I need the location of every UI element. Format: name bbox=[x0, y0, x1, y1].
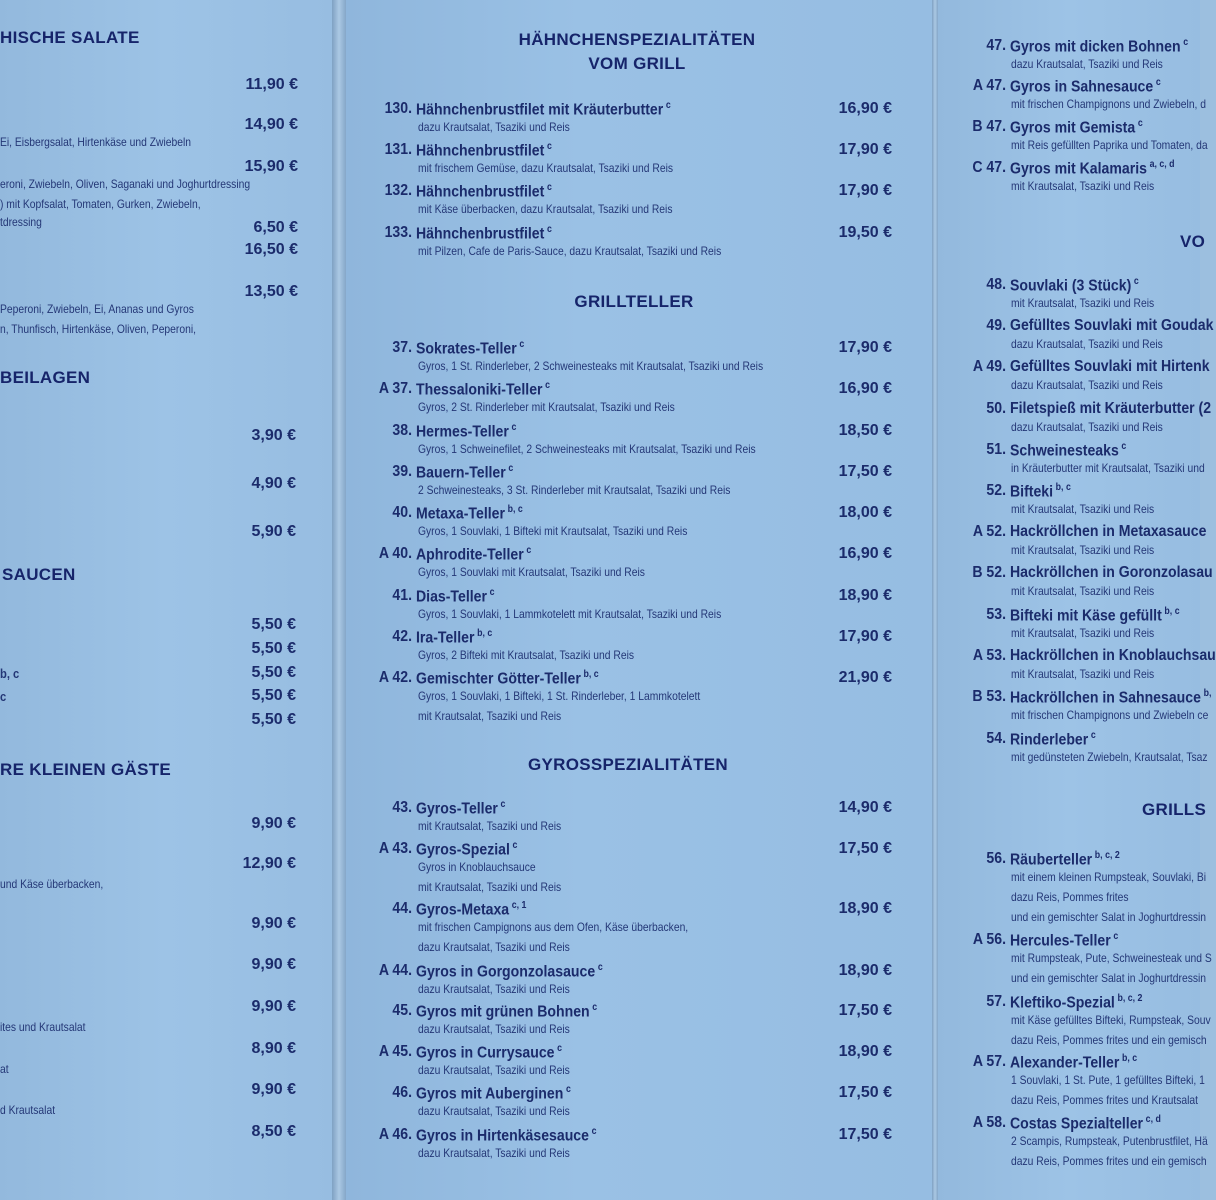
item-price: 13,50 € bbox=[244, 283, 298, 300]
item-price: 14,90 € bbox=[838, 799, 892, 816]
item-description: mit Krautsalat, Tsaziki und Reis bbox=[1011, 667, 1155, 681]
item-price: 3,90 € bbox=[251, 427, 296, 444]
item-description: mit Krautsalat, Tsaziki und Reis bbox=[1011, 584, 1155, 598]
item-name bbox=[1010, 688, 1211, 707]
item-description: Gyros, 1 Schweinefilet, 2 Schweinesteaks mit Krautsalat, Tsaziki und Reis bbox=[418, 442, 756, 456]
item-price: 17,90 € bbox=[838, 141, 892, 158]
allergen-codes: b, c bbox=[477, 628, 493, 639]
allergen-codes: c bbox=[1113, 931, 1119, 942]
item-name bbox=[416, 182, 552, 201]
item-description: dazu Krautsalat, Tsaziki und Reis bbox=[1011, 420, 1163, 434]
item-description: mit Krautsalat, Tsaziki und Reis bbox=[1011, 502, 1155, 516]
item-price: 18,50 € bbox=[838, 422, 892, 439]
allergen-codes: c bbox=[511, 422, 517, 433]
section-heading: RE KLEINEN GÄSTE bbox=[0, 760, 172, 779]
item-title: Costas Spezialteller bbox=[1010, 1115, 1144, 1133]
item-number: 39. bbox=[392, 463, 412, 480]
item-name bbox=[1010, 1053, 1137, 1072]
item-description: n, Thunfisch, Hirtenkäse, Oliven, Peperoni, bbox=[0, 322, 196, 336]
item-name bbox=[416, 1084, 571, 1103]
item-number: A 57. bbox=[972, 1053, 1006, 1070]
item-description: und ein gemischter Salat in Joghurtdressin bbox=[1011, 971, 1207, 985]
item-description: tdressing bbox=[0, 215, 42, 229]
item-title: Hackröllchen in Metaxasauce bbox=[1010, 523, 1207, 540]
allergen-codes: c bbox=[508, 463, 514, 474]
item-name bbox=[416, 380, 550, 399]
item-description: mit Krautsalat, Tsaziki und Reis bbox=[1011, 626, 1155, 640]
item-title: Räuberteller bbox=[1010, 851, 1093, 869]
item-description: Gyros, 1 St. Rinderleber, 2 Schweinesteaks mit Krautsalat, Tsaziki und Reis bbox=[418, 359, 764, 373]
item-number: 131. bbox=[384, 141, 412, 158]
item-title: Schweinesteaks bbox=[1010, 442, 1119, 460]
menu-panel-left bbox=[0, 0, 332, 1200]
item-description: at bbox=[0, 1062, 9, 1076]
item-title: Souvlaki (3 Stück) bbox=[1010, 277, 1132, 295]
item-title: Aphrodite-Teller bbox=[416, 546, 524, 564]
item-number: 42. bbox=[392, 628, 412, 645]
item-description: Gyros, 2 St. Rinderleber mit Krautsalat, Tsaziki und Reis bbox=[418, 400, 675, 414]
item-description: Peperoni, Zwiebeln, Ei, Ananas und Gyros bbox=[0, 302, 194, 316]
item-description: mit frischen Champignons und Zwiebeln, d bbox=[1011, 97, 1207, 111]
item-description: 2 Scampis, Rumpsteak, Putenbrustfilet, Hä bbox=[1011, 1134, 1208, 1148]
item-description: mit Käse gefülltes Bifteki, Rumpsteak, Souv bbox=[1011, 1013, 1211, 1027]
item-name bbox=[416, 1002, 597, 1021]
item-title: Hähnchenbrustfilet bbox=[416, 225, 545, 243]
item-price: 9,90 € bbox=[251, 956, 296, 973]
item-number: 47. bbox=[986, 37, 1006, 54]
item-price: 17,50 € bbox=[838, 1084, 892, 1101]
item-description: mit Krautsalat, Tsaziki und Reis bbox=[418, 880, 562, 894]
allergen-codes: c bbox=[489, 587, 495, 598]
item-number: 52. bbox=[986, 482, 1006, 499]
item-name bbox=[416, 900, 526, 919]
allergen-codes: c bbox=[1183, 37, 1189, 48]
item-title: Bauern-Teller bbox=[416, 464, 506, 482]
item-price: 5,50 € bbox=[251, 616, 296, 633]
item-title: Hackröllchen in Sahnesauce bbox=[1010, 689, 1201, 707]
item-description: dazu Krautsalat, Tsaziki und Reis bbox=[1011, 378, 1163, 392]
item-number: 49. bbox=[986, 317, 1006, 334]
item-number: 43. bbox=[392, 799, 412, 816]
item-description: dazu Reis, Pommes frites und ein gemisch bbox=[1011, 1033, 1207, 1047]
heading-line: HÄHNCHENSPEZIALITÄTEN bbox=[518, 30, 756, 49]
item-description: dazu Krautsalat, Tsaziki und Reis bbox=[1011, 57, 1163, 71]
item-number: 54. bbox=[986, 730, 1006, 747]
item-number: 38. bbox=[392, 422, 412, 439]
item-description: 2 Schweinesteaks, 3 St. Rinderleber mit Krautsalat, Tsaziki und Reis bbox=[418, 483, 731, 497]
allergen-codes: c bbox=[1137, 118, 1143, 129]
allergen-codes: b, c bbox=[583, 669, 599, 680]
item-title: Gyros in Sahnesauce bbox=[1010, 78, 1154, 96]
item-description: dazu Krautsalat, Tsaziki und Reis bbox=[418, 1146, 570, 1160]
item-description: Gyros, 1 Souvlaki, 1 Bifteki, 1 St. Rinderleber, 1 Lammkotelett bbox=[418, 689, 701, 703]
item-description: dazu Krautsalat, Tsaziki und Reis bbox=[418, 120, 570, 134]
item-name bbox=[416, 141, 552, 160]
item-description: 1 Souvlaki, 1 St. Pute, 1 gefülltes Bifteki, 1 bbox=[1011, 1073, 1205, 1087]
item-description: dazu Krautsalat, Tsaziki und Reis bbox=[418, 940, 570, 954]
item-name bbox=[1010, 400, 1211, 418]
item-name bbox=[1010, 647, 1216, 665]
item-name bbox=[416, 339, 524, 358]
item-description: Ei, Eisbergsalat, Hirtenkäse und Zwiebeln bbox=[0, 135, 192, 149]
item-price: 18,90 € bbox=[838, 587, 892, 604]
item-number: 133. bbox=[384, 224, 412, 241]
item-number: 37. bbox=[392, 339, 412, 356]
item-price: 9,90 € bbox=[251, 915, 296, 932]
item-title: Bifteki mit Käse gefüllt bbox=[1010, 607, 1162, 625]
item-number: A 58. bbox=[972, 1114, 1006, 1131]
item-name bbox=[416, 545, 531, 564]
item-name bbox=[1010, 358, 1210, 376]
item-price: 17,90 € bbox=[838, 628, 892, 645]
item-title: Gyros-Teller bbox=[416, 800, 498, 818]
allergen-codes: c bbox=[545, 380, 551, 391]
allergen-codes: c bbox=[500, 799, 506, 810]
section-heading: BEILAGEN bbox=[0, 368, 91, 387]
item-title: Metaxa-Teller bbox=[416, 505, 505, 523]
item-number: A 47. bbox=[972, 77, 1006, 94]
item-number: A 46. bbox=[378, 1126, 412, 1143]
item-price: 8,50 € bbox=[251, 1123, 296, 1140]
item-title: Sokrates-Teller bbox=[416, 340, 517, 358]
item-price: 16,50 € bbox=[244, 241, 298, 258]
item-title: Alexander-Teller bbox=[1010, 1054, 1120, 1072]
item-price: 5,50 € bbox=[251, 664, 296, 681]
allergen-codes: c bbox=[557, 1043, 563, 1054]
item-title: Kleftiko-Spezial bbox=[1010, 994, 1115, 1012]
item-number: B 47. bbox=[972, 118, 1006, 135]
item-name bbox=[416, 840, 517, 859]
item-name bbox=[416, 669, 599, 688]
allergen-codes: c bbox=[0, 689, 7, 704]
item-name bbox=[1010, 482, 1071, 501]
item-number: B 53. bbox=[972, 688, 1006, 705]
item-description: eroni, Zwiebeln, Oliven, Saganaki und Joghurtdressing bbox=[0, 177, 251, 191]
item-title: Hermes-Teller bbox=[416, 423, 509, 441]
section-heading: GYROSSPEZIALITÄTEN bbox=[528, 755, 728, 774]
item-price: 12,90 € bbox=[242, 855, 296, 872]
allergen-codes: c, d bbox=[1145, 1114, 1161, 1125]
allergen-codes: b, c, 2 bbox=[1117, 993, 1143, 1004]
item-title: Gyros mit grünen Bohnen bbox=[416, 1003, 590, 1021]
item-price: 15,90 € bbox=[244, 158, 298, 175]
allergen-codes: b, c bbox=[1121, 1053, 1138, 1064]
item-description: dazu Reis, Pommes frites bbox=[1011, 890, 1129, 904]
item-title: Hähnchenbrustfilet bbox=[416, 142, 545, 160]
allergen-codes: c bbox=[546, 224, 552, 235]
allergen-codes: c bbox=[1155, 77, 1161, 88]
item-number: 46. bbox=[392, 1084, 412, 1101]
allergen-codes: b, c bbox=[0, 666, 20, 681]
item-name bbox=[416, 422, 516, 441]
item-price: 17,50 € bbox=[838, 1002, 892, 1019]
item-price: 19,50 € bbox=[838, 224, 892, 241]
item-price: 17,90 € bbox=[838, 182, 892, 199]
item-description: mit Krautsalat, Tsaziki und Reis bbox=[1011, 179, 1155, 193]
item-name bbox=[416, 1126, 596, 1145]
item-title: Gyros-Metaxa bbox=[416, 901, 510, 919]
item-number: A 44. bbox=[378, 962, 412, 979]
item-description: mit frischem Gemüse, dazu Krautsalat, Tsaziki und Reis bbox=[418, 161, 674, 175]
item-title: Gyros mit Gemista bbox=[1010, 119, 1136, 137]
item-description: d Krautsalat bbox=[0, 1103, 56, 1117]
allergen-codes: c bbox=[592, 1002, 598, 1013]
item-name bbox=[1010, 850, 1120, 869]
item-title: Gemischter Götter-Teller bbox=[416, 670, 581, 688]
item-number: A 40. bbox=[378, 545, 412, 562]
item-title: Hähnchenbrustfilet mit Kräuterbutter bbox=[416, 101, 664, 119]
item-description: Gyros, 1 Souvlaki, 1 Bifteki mit Krautsalat, Tsaziki und Reis bbox=[418, 524, 688, 538]
allergen-codes: c bbox=[546, 182, 552, 193]
item-name bbox=[416, 504, 523, 523]
item-price: 5,90 € bbox=[251, 523, 296, 540]
item-number: 57. bbox=[986, 993, 1006, 1010]
item-price: 18,00 € bbox=[838, 504, 892, 521]
item-description: dazu Krautsalat, Tsaziki und Reis bbox=[418, 982, 570, 996]
item-price: 21,90 € bbox=[838, 669, 892, 686]
item-description: dazu Krautsalat, Tsaziki und Reis bbox=[418, 1104, 570, 1118]
item-price: 5,50 € bbox=[251, 640, 296, 657]
allergen-codes: c bbox=[597, 962, 603, 973]
item-number: 44. bbox=[392, 900, 412, 917]
item-description: mit frischen Campignons aus dem Ofen, Käse überbacken, bbox=[418, 920, 689, 934]
item-name bbox=[1010, 931, 1118, 950]
item-price: 9,90 € bbox=[251, 1081, 296, 1098]
item-description: ) mit Kopfsalat, Tomaten, Gurken, Zwiebeln, bbox=[0, 197, 201, 211]
item-price: 5,50 € bbox=[251, 711, 296, 728]
item-title: Gyros mit Auberginen bbox=[416, 1085, 564, 1103]
item-description: Gyros, 2 Bifteki mit Krautsalat, Tsaziki und Reis bbox=[418, 648, 635, 662]
item-number: A 49. bbox=[972, 358, 1006, 375]
section-heading: GRILLS bbox=[1142, 800, 1207, 819]
item-price: 18,90 € bbox=[838, 900, 892, 917]
allergen-codes: c bbox=[512, 840, 518, 851]
item-name bbox=[416, 962, 603, 981]
item-price: 17,50 € bbox=[838, 1126, 892, 1143]
item-price: 16,90 € bbox=[838, 380, 892, 397]
item-title: Rinderleber bbox=[1010, 731, 1089, 749]
item-name bbox=[416, 224, 552, 243]
item-description: mit Pilzen, Cafe de Paris-Sauce, dazu Krautsalat, Tsaziki und Reis bbox=[418, 244, 722, 258]
item-name bbox=[416, 587, 494, 606]
item-number: 51. bbox=[986, 441, 1006, 458]
item-name bbox=[1010, 564, 1213, 582]
item-number: A 56. bbox=[972, 931, 1006, 948]
item-name bbox=[1010, 276, 1139, 295]
item-description: und Käse überbacken, bbox=[0, 877, 104, 891]
item-number: 130. bbox=[384, 100, 412, 117]
allergen-codes: c, 1 bbox=[511, 900, 527, 911]
section-heading bbox=[519, 28, 756, 76]
item-price: 9,90 € bbox=[251, 998, 296, 1015]
item-number: A 42. bbox=[378, 669, 412, 686]
item-title: Dias-Teller bbox=[416, 588, 487, 606]
item-price: 8,90 € bbox=[251, 1040, 296, 1057]
item-name bbox=[1010, 606, 1180, 625]
item-price: 18,90 € bbox=[838, 962, 892, 979]
item-description: Gyros, 1 Souvlaki, 1 Lammkotelett mit Krautsalat, Tsaziki und Reis bbox=[418, 607, 722, 621]
item-name bbox=[1010, 523, 1206, 541]
item-number: 40. bbox=[392, 504, 412, 521]
item-name bbox=[416, 799, 505, 818]
item-description: ites und Krautsalat bbox=[0, 1020, 86, 1034]
allergen-codes: a, c, d bbox=[1149, 159, 1175, 170]
item-price: 16,90 € bbox=[838, 545, 892, 562]
item-description: mit gedünsteten Zwiebeln, Krautsalat, Tsaz bbox=[1011, 750, 1208, 764]
item-price: 16,90 € bbox=[838, 100, 892, 117]
allergen-codes: c bbox=[565, 1084, 571, 1095]
allergen-codes: c bbox=[1090, 730, 1096, 741]
allergen-codes: c bbox=[591, 1126, 597, 1137]
allergen-codes: b, c bbox=[1164, 606, 1180, 617]
item-description: mit frischen Champignons und Zwiebeln ce bbox=[1011, 708, 1209, 722]
item-name bbox=[1010, 77, 1161, 96]
item-price: 4,90 € bbox=[251, 475, 296, 492]
item-description: dazu Krautsalat, Tsaziki und Reis bbox=[1011, 337, 1163, 351]
item-description: mit Krautsalat, Tsaziki und Reis bbox=[1011, 543, 1155, 557]
item-description: mit einem kleinen Rumpsteak, Souvlaki, Bi bbox=[1011, 870, 1207, 884]
section-heading: GRILLTELLER bbox=[574, 292, 694, 311]
item-number: 41. bbox=[392, 587, 412, 604]
item-title: Hähnchenbrustfilet bbox=[416, 183, 545, 201]
item-title: Gefülltes Souvlaki mit Hirtenk bbox=[1010, 358, 1210, 375]
item-title: Gyros in Currysauce bbox=[416, 1044, 555, 1062]
item-title: Ira-Teller bbox=[416, 629, 475, 647]
item-name bbox=[416, 1043, 562, 1062]
allergen-codes: b, c bbox=[507, 504, 523, 515]
section-heading: SAUCEN bbox=[2, 565, 76, 584]
section-heading: VO bbox=[1180, 232, 1206, 251]
item-description: dazu Reis, Pommes frites und ein gemisch bbox=[1011, 1154, 1207, 1168]
item-name bbox=[1010, 37, 1188, 56]
item-description: dazu Krautsalat, Tsaziki und Reis bbox=[418, 1063, 570, 1077]
item-name bbox=[1010, 993, 1142, 1012]
item-description: mit Rumpsteak, Pute, Schweinesteak und S bbox=[1011, 951, 1212, 965]
item-name bbox=[416, 100, 671, 119]
allergen-codes: c bbox=[1133, 276, 1139, 287]
item-title: Gefülltes Souvlaki mit Goudak bbox=[1010, 317, 1214, 334]
item-title: Gyros mit Kalamaris bbox=[1010, 160, 1147, 178]
item-description: in Kräuterbutter mit Krautsalat, Tsaziki und bbox=[1011, 461, 1205, 475]
item-description: mit Krautsalat, Tsaziki und Reis bbox=[418, 709, 562, 723]
item-price: 14,90 € bbox=[244, 116, 298, 133]
allergen-codes: c bbox=[665, 100, 671, 111]
item-number: 45. bbox=[392, 1002, 412, 1019]
item-number: A 45. bbox=[378, 1043, 412, 1060]
item-title: Gyros-Spezial bbox=[416, 841, 510, 859]
item-number: 56. bbox=[986, 850, 1006, 867]
item-description: mit Krautsalat, Tsaziki und Reis bbox=[418, 819, 562, 833]
allergen-codes: b, c bbox=[1055, 482, 1071, 493]
item-number: C 47. bbox=[972, 159, 1006, 176]
item-title: Thessaloniki-Teller bbox=[416, 381, 543, 399]
item-description: mit Reis gefüllten Paprika und Tomaten, da bbox=[1011, 138, 1208, 152]
allergen-codes: c bbox=[526, 545, 532, 556]
item-description: und ein gemischter Salat in Joghurtdressin bbox=[1011, 910, 1207, 924]
item-title: Hercules-Teller bbox=[1010, 932, 1111, 950]
item-description: dazu Krautsalat, Tsaziki und Reis bbox=[418, 1022, 570, 1036]
menu-panel-middle bbox=[346, 0, 932, 1200]
item-name bbox=[416, 463, 513, 482]
allergen-codes: c bbox=[546, 141, 552, 152]
item-description: mit Käse überbacken, dazu Krautsalat, Tsaziki und Reis bbox=[418, 202, 673, 216]
item-price: 18,90 € bbox=[838, 1043, 892, 1060]
item-title: Filetspieß mit Kräuterbutter (2 bbox=[1010, 400, 1212, 417]
item-number: 50. bbox=[986, 400, 1006, 417]
item-title: Hackröllchen in Goronzolasau bbox=[1010, 564, 1213, 581]
item-title: Hackröllchen in Knoblauchsau bbox=[1010, 647, 1216, 664]
allergen-codes: c bbox=[519, 339, 525, 350]
item-title: Gyros in Gorgonzolasauce bbox=[416, 963, 596, 981]
item-number: 132. bbox=[384, 182, 412, 199]
item-price: 9,90 € bbox=[251, 815, 296, 832]
item-price: 17,50 € bbox=[838, 463, 892, 480]
allergen-codes: b, c, 2 bbox=[1094, 850, 1120, 861]
item-description: dazu Reis, Pommes frites und Krautsalat bbox=[1011, 1093, 1198, 1107]
heading-line: VOM GRILL bbox=[588, 54, 686, 73]
item-number: A 53. bbox=[972, 647, 1006, 664]
item-price: 17,50 € bbox=[838, 840, 892, 857]
item-number: 48. bbox=[986, 276, 1006, 293]
item-number: 53. bbox=[986, 606, 1006, 623]
item-description: Gyros, 1 Souvlaki mit Krautsalat, Tsaziki und Reis bbox=[418, 565, 645, 579]
item-price: 6,50 € bbox=[253, 219, 298, 236]
section-heading: HISCHE SALATE bbox=[0, 28, 140, 47]
item-description: Gyros in Knoblauchsauce bbox=[418, 860, 536, 874]
item-number: A 37. bbox=[378, 380, 412, 397]
item-title: Bifteki bbox=[1010, 483, 1054, 501]
item-number: B 52. bbox=[972, 564, 1006, 581]
item-name bbox=[1010, 159, 1175, 178]
item-price: 11,90 € bbox=[245, 76, 298, 93]
item-name bbox=[1010, 118, 1143, 137]
item-price: 17,90 € bbox=[838, 339, 892, 356]
item-description: mit Krautsalat, Tsaziki und Reis bbox=[1011, 296, 1155, 310]
item-name bbox=[1010, 317, 1213, 335]
item-price: 5,50 € bbox=[251, 687, 296, 704]
item-number: A 43. bbox=[378, 840, 412, 857]
item-title: Gyros mit dicken Bohnen bbox=[1010, 38, 1181, 56]
item-number: A 52. bbox=[972, 523, 1006, 540]
item-name bbox=[1010, 1114, 1161, 1133]
item-name bbox=[1010, 730, 1096, 749]
item-name bbox=[1010, 441, 1126, 460]
allergen-codes: b, bbox=[1203, 688, 1212, 699]
item-name bbox=[416, 628, 492, 647]
menu-panel-right bbox=[938, 0, 1216, 1200]
allergen-codes: c bbox=[1121, 441, 1127, 452]
page-fold bbox=[332, 0, 346, 1200]
item-title: Gyros in Hirtenkäsesauce bbox=[416, 1127, 589, 1145]
